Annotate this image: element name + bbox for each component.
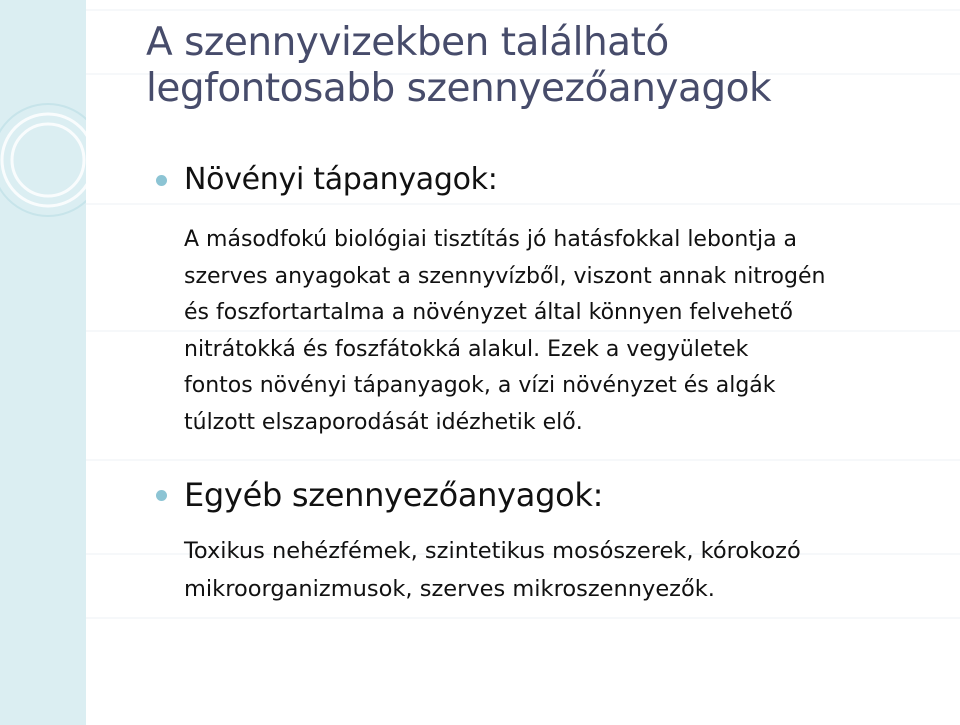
body-line: Toxikus nehézfémek, szintetikus mosószerek, kórokozó <box>184 538 801 564</box>
section-heading: Egyéb szennyezőanyagok: <box>184 476 604 514</box>
bullet-icon <box>156 175 167 186</box>
body-line: szerves anyagokat a szennyvízből, viszont annak nitrogén <box>184 263 826 289</box>
slide-title-line-2: legfontosabb szennyezőanyagok <box>146 66 772 111</box>
section-body-plant-nutrients <box>184 222 825 441</box>
body-line: és foszfortartalma a növényzet által könnyen felvehető <box>184 300 793 325</box>
body-line: nitrátokká és foszfátokká alakul. Ezek a vegyületek <box>184 336 749 362</box>
body-line: A másodfokú biológiai tisztítás jó hatásfokkal lebontja a <box>184 227 798 252</box>
body-line: túlzott elszaporodását idézhetik elő. <box>184 409 583 435</box>
decorative-rings-graphic <box>0 0 86 725</box>
bullet-icon <box>156 490 167 501</box>
body-line: mikroorganizmusok, szerves mikroszennyezők. <box>184 576 715 602</box>
section-body-other-pollutants <box>184 532 801 608</box>
slide-title <box>146 20 771 112</box>
slide-title-line-1: A szennyvizekben található <box>146 20 669 65</box>
section-heading: Növényi tápanyagok: <box>184 162 498 197</box>
body-line: fontos növényi tápanyagok, a vízi növényzet és algák <box>184 373 776 398</box>
